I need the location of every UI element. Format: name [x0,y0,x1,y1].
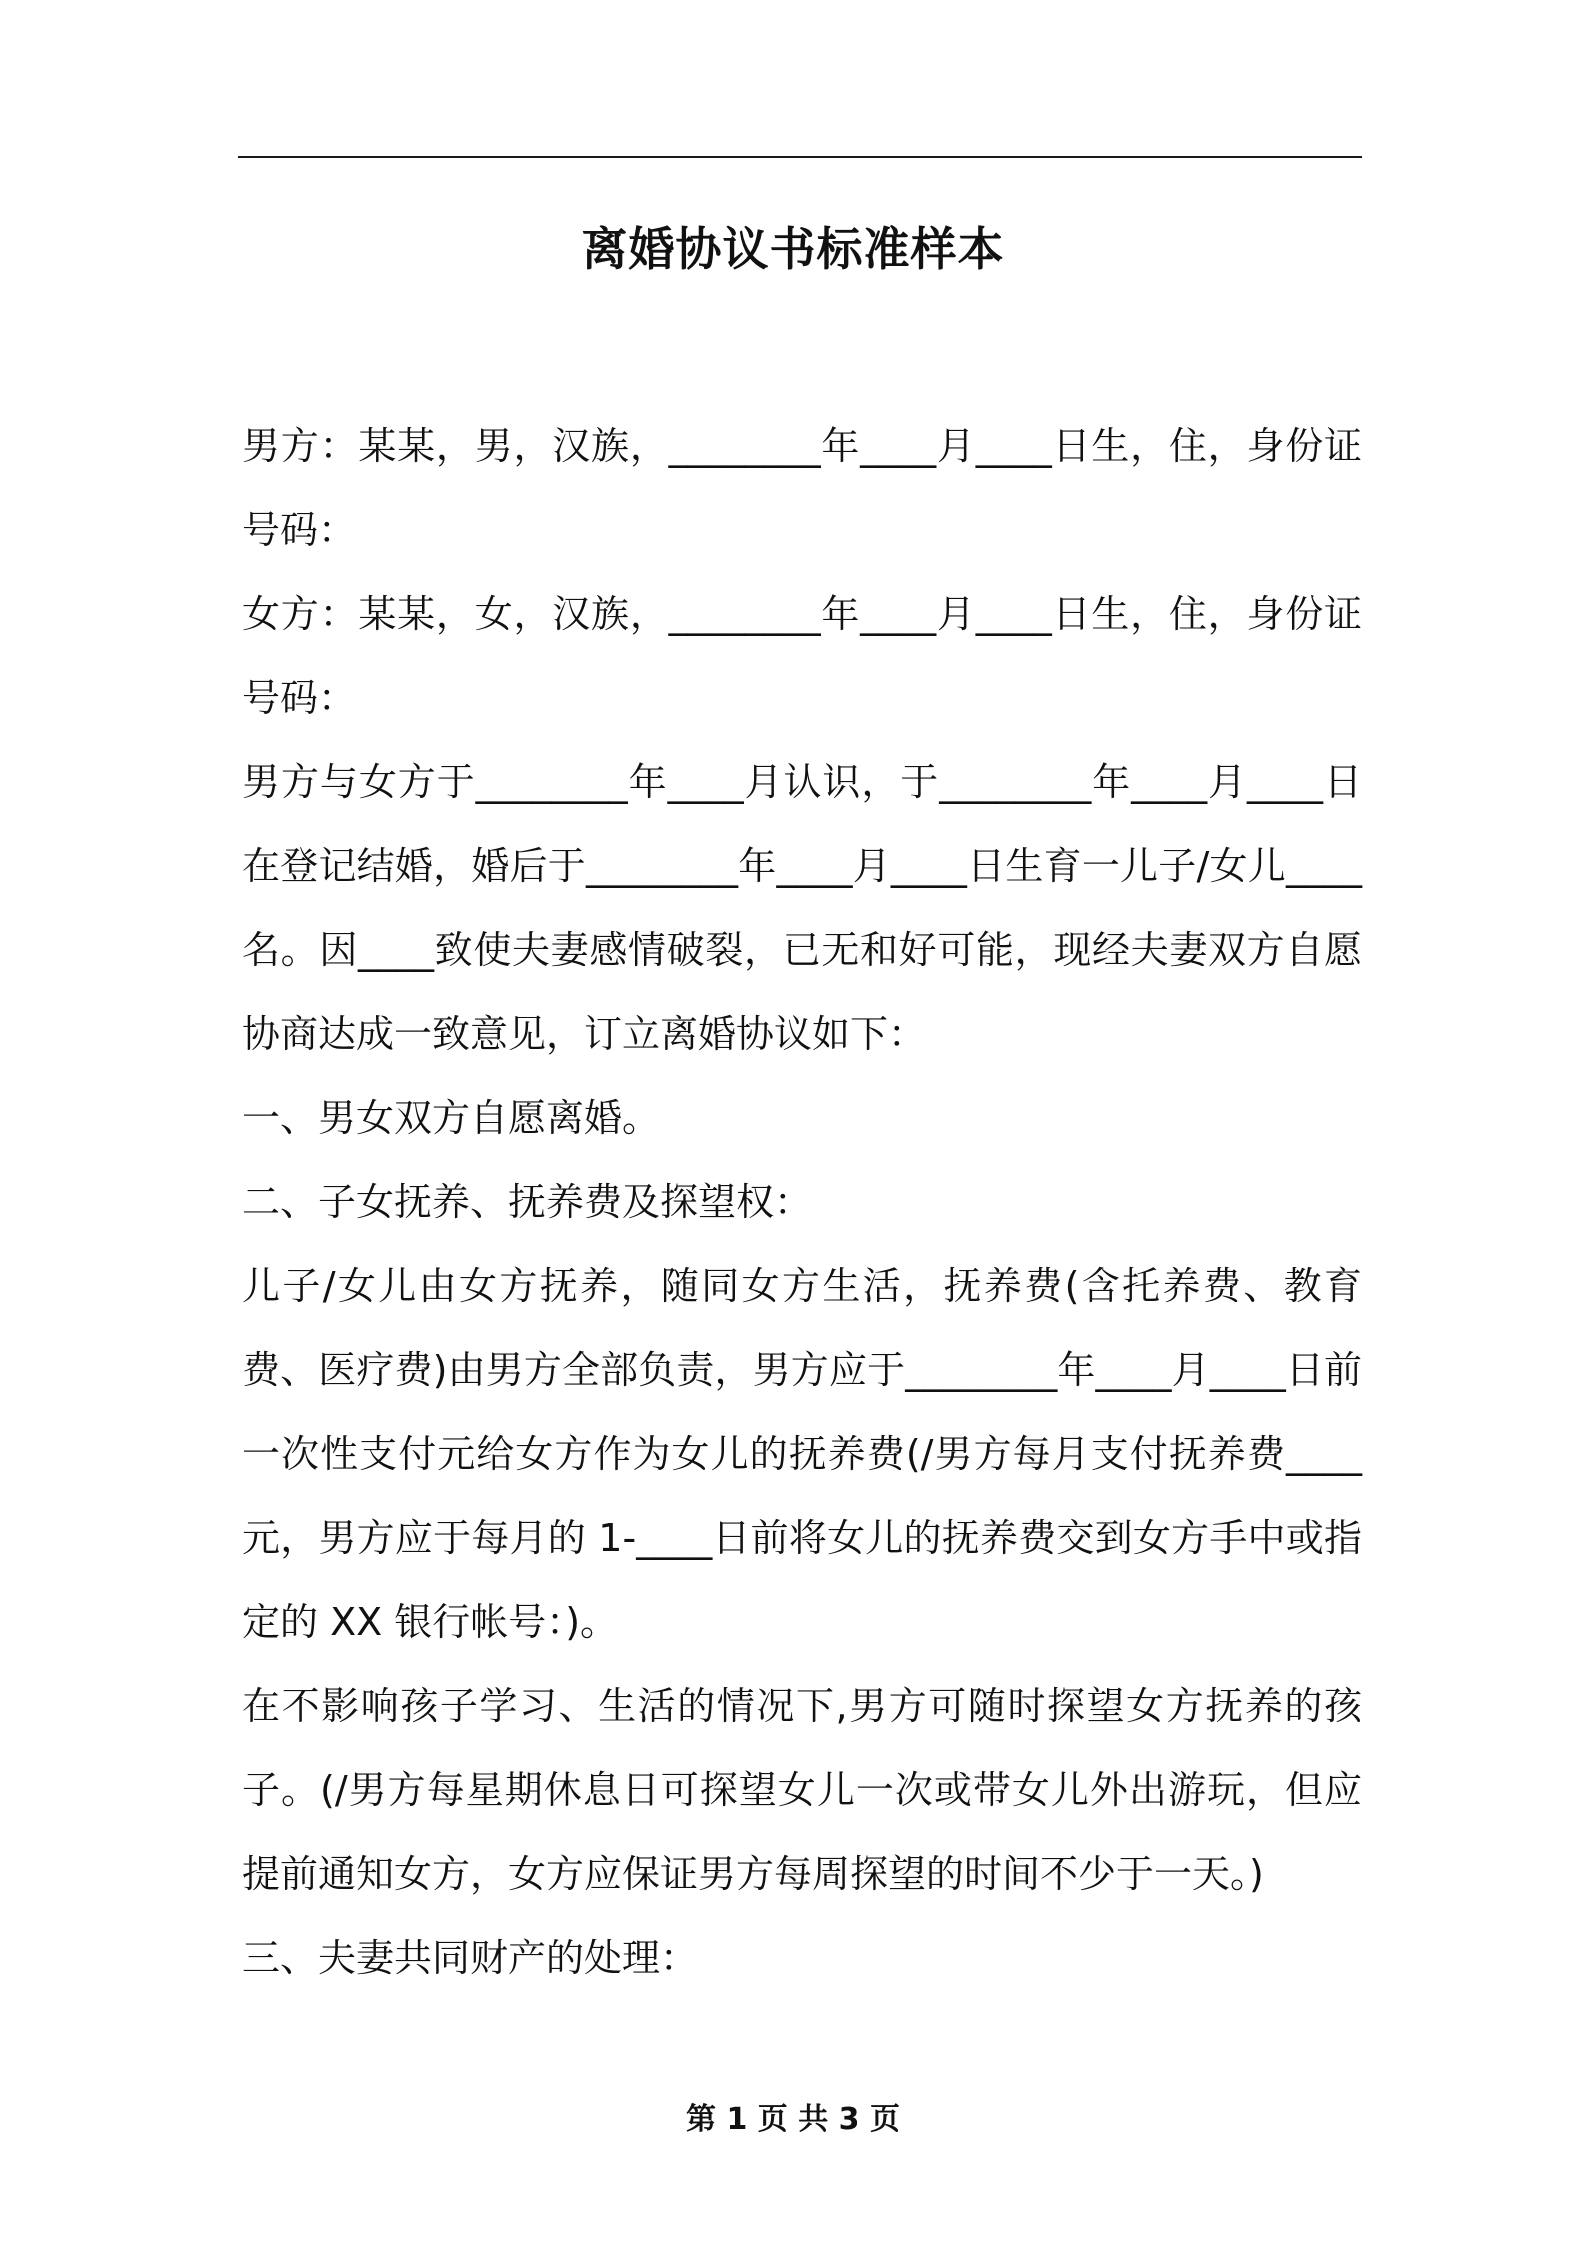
document-title: 离婚协议书标准样本 [581,222,1005,276]
paragraph-child-support: 儿子/女儿由女方抚养，随同女方生活，抚养费(含托养费、教育费、医疗费)由男方全部负责，男方应于________年____月____日前一次性支付元给女方作为女儿的抚养费(/男方每月支付抚养费____元，男方应于每月的 1-____日前将女儿的抚养费交到女方手中或指定的 XX 银行帐号：)。 [242,1264,1362,1644]
paragraph-male-party: 男方：某某，男，汉族，________年____月____日生，住，身份证号码： [242,424,1362,552]
header-rule [238,156,1362,158]
paragraph-female-party: 女方：某某，女，汉族，________年____月____日生，住，身份证号码： [242,592,1362,720]
document-body [242,404,1362,2000]
clause-2-heading: 二、子女抚养、抚养费及探望权： [242,1180,813,1224]
clause-3-heading: 三、夫妻共同财产的处理： [242,1936,699,1980]
paragraph-background: 男方与女方于________年____月认识，于________年____月____日在登记结婚，婚后于________年____月____日生育一儿子/女儿____名。因____致使夫妻感情破裂，已无和好可能，现经夫妻双方自愿协商达成一致意见，订立离婚协议如下： [242,760,1362,1056]
clause-1: 一、男女双方自愿离婚。 [242,1096,661,1140]
paragraph-visitation: 在不影响孩子学习、生活的情况下,男方可随时探望女方抚养的孩子。(/男方每星期休息日可探望女儿一次或带女儿外出游玩，但应提前通知女方，女方应保证男方每周探望的时间不少于一天。) [242,1684,1362,1896]
page-number-footer: 第 1 页 共 3 页 [686,2102,900,2137]
